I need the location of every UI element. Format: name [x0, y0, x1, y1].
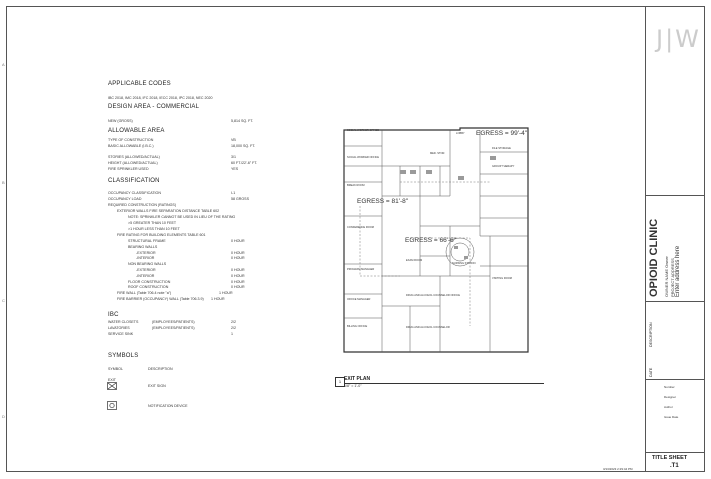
room-label: NURSING STATION [452, 262, 476, 265]
divider [646, 195, 704, 196]
ibc-label: WATER CLOSETS [108, 320, 139, 324]
exit-sign-icon [107, 382, 117, 390]
rating-value: 0 HOUR [231, 256, 245, 261]
allowable-value: 60 FT./22'-6" FT. [231, 161, 258, 165]
symbols-col-description: DESCRIPTION [148, 367, 173, 371]
rating-label: FIRE WALL (Table 706.4 note "a") [117, 291, 172, 296]
rating-value: 0 HOUR [231, 279, 245, 284]
allowable-label: BASIC ALLOWABLE (I.B.C.) [108, 144, 154, 148]
title-block [646, 6, 705, 472]
sheet-title: TITLE SHEET [652, 455, 688, 461]
room-label: OFFICE MANAGER [347, 298, 371, 301]
rating-label: ROOF CONSTRUCTION [128, 285, 169, 290]
project-address: Enter address here [675, 245, 681, 297]
egress-label: EGRESS = 81'-8" [357, 198, 409, 205]
rating-label: STRUCTURAL FRAME [128, 239, 166, 243]
rating-label: FLOOR CONSTRUCTION [128, 279, 171, 284]
classification-note: FIRE RATING FOR BUILDING ELEMENTS TABLE 601 [117, 232, 206, 237]
occupancy-value: I-1 [231, 191, 236, 195]
divider [646, 301, 704, 302]
rating-label: BEARING WALLS [128, 244, 158, 249]
egress-label: EGRESS = 66'-6" [405, 237, 457, 244]
occupancy-label: OCCUPANCY CLASSIFICATION [108, 191, 161, 195]
ibc-label: LAVATORIES [108, 325, 130, 330]
grid-tick: B [2, 180, 5, 185]
room-label: PROGRAM MANAGER [347, 268, 375, 271]
classification-note: EXTERIOR WALLS FIRE SEPARATION DISTANCE TABLE 602 [117, 208, 220, 213]
room-label: DRUG AND ALCOHOL COUNSELOR OFFICE [406, 294, 460, 297]
rating-label: -EXTERIOR [136, 250, 156, 255]
rating-label: FIRE BARRIER (OCCUPANCY) WALL (Table 706.3.9) [117, 297, 204, 301]
ibc-sub: (EMPLOYEES/PATIENTS) [152, 325, 195, 330]
title-block-field: Designer [664, 395, 677, 399]
classification-note: >1 HOUR LESS THAN 10 FEET [128, 226, 180, 231]
notification-device-icon [107, 401, 117, 410]
room-label: GROUP THERAPY [492, 165, 515, 168]
ibc-value: 1 [231, 331, 233, 336]
allowable-value: VB [231, 138, 236, 142]
allowable-label: HEIGHT (ALLOWED/ACTUAL) [108, 161, 158, 165]
allowable-heading: ALLOWABLE AREA [108, 128, 165, 134]
room-label: BILLING OFFICE [347, 325, 368, 328]
exit-sign-desc: EXIT SIGN [148, 384, 166, 388]
project-name: OPIOID CLINIC [648, 218, 660, 297]
view-title: EXIT PLAN [344, 376, 371, 382]
notification-device-desc: NOTIFICATION DEVICE [148, 404, 188, 408]
allowable-label: STORIES (ALLOWED/ACTUAL) [108, 155, 160, 159]
rating-value: 0 HOUR [231, 273, 245, 278]
design-heading: DESIGN AREA - COMMERCIAL [108, 104, 200, 110]
ibc-sub: (EMPLOYEES/PATIENTS) [152, 320, 195, 324]
allowable-value: YES [231, 167, 239, 171]
title-block-field: Author [664, 405, 673, 409]
symbols-heading: SYMBOLS [108, 353, 139, 359]
grid-tick: C [2, 298, 5, 303]
room-label: BREAK ROOM [347, 184, 365, 187]
view-scale: 1/8" = 1'-0" [344, 384, 362, 388]
title-underline [344, 383, 544, 384]
ibc-value: 2/2 [231, 325, 236, 330]
rating-label: -INTERIOR [136, 256, 155, 261]
view-number: 1 [335, 377, 345, 387]
allowable-value: 3/1 [231, 155, 236, 159]
revision-date-header: DATE [649, 367, 653, 377]
title-block-field: Issue Date [664, 415, 679, 419]
allowable-label: TYPE OF CONSTRUCTION [108, 138, 154, 142]
ibc-heading: IBC [108, 312, 119, 318]
allowable-value: 18,000 SQ. FT. [231, 144, 256, 148]
classification-note: >5 GREATER THAN 10 FEET [128, 220, 177, 225]
rating-value: 0 HOUR [231, 268, 245, 272]
rating-label: -INTERIOR [136, 273, 155, 278]
exit-sign-tag: EXIT [108, 378, 116, 382]
print-timestamp: 3/13/2023 2:29:44 PM [603, 467, 633, 471]
rating-value: 0 HOUR [231, 285, 245, 290]
rating-label: NON BEARING WALLS [128, 262, 167, 267]
owner-name: OWNER NAME Owner [664, 256, 669, 297]
room-label: SOCIAL WORKER OFFICE [347, 156, 380, 159]
grid-tick: D [2, 414, 5, 419]
divider [646, 452, 704, 453]
room-label: CONFERENCE ROOM [347, 226, 374, 229]
codes-heading: APPLICABLE CODES [108, 81, 171, 87]
firm-logo: J|W [656, 25, 701, 53]
room-label: DRUG AND ALCOHOL COUNSELOR [406, 326, 450, 329]
sheet-number: .T1 [670, 463, 679, 469]
room-label: MED. STOR. [430, 152, 446, 155]
rating-label: -EXTERIOR [136, 268, 156, 272]
divider [646, 379, 704, 380]
room-label: LOBBY [456, 132, 465, 135]
rating-value: 0 HOUR [231, 239, 245, 243]
room-label: VISITING ROOM [492, 277, 512, 280]
rating-value: 1 HOUR [211, 297, 225, 301]
load-value: 58 GROSS [231, 197, 249, 201]
room-label: EXAM ROOM [406, 259, 423, 262]
rating-value: 0 HOUR [231, 250, 245, 255]
design-new-label: NEW (GROSS) [108, 119, 133, 123]
drawing-sheet [6, 6, 646, 472]
room-label: FILE STORAGE [492, 147, 511, 150]
classification-note: NOTE: SPRINKLER CANNOT BE USED IN LIEU OF THE RATING [128, 214, 236, 219]
codes-line: IBC 2018, IMC 2018, IFC 2018, IECC 2018, IPC 2018, NEC 2020 [108, 96, 213, 100]
ibc-label: SERVICE SINK [108, 331, 134, 336]
design-new-value: 5,814 SQ. FT. [231, 119, 254, 123]
ibc-value: 2/2 [231, 320, 236, 324]
revision-description-header: DESCRIPTION [649, 322, 653, 347]
classification-note: REQUIRED CONSTRUCTION (RATINGS) [108, 203, 177, 207]
rating-value: 1 HOUR [219, 291, 233, 296]
symbols-col-symbol: SYMBOL [108, 367, 123, 371]
room-label: SOCIAL WORKER OFFICE [347, 129, 380, 132]
title-block-field: Number [664, 385, 675, 389]
egress-label: EGRESS = 99'-4" [476, 130, 528, 137]
load-label: OCCUPANCY LOAD [108, 197, 142, 201]
classification-heading: CLASSIFICATION [108, 178, 160, 184]
grid-tick: A [2, 62, 5, 67]
allowable-label: FIRE SPRINKLER USED [108, 167, 149, 171]
address-label: PROJECT ADDRESS [670, 258, 675, 297]
